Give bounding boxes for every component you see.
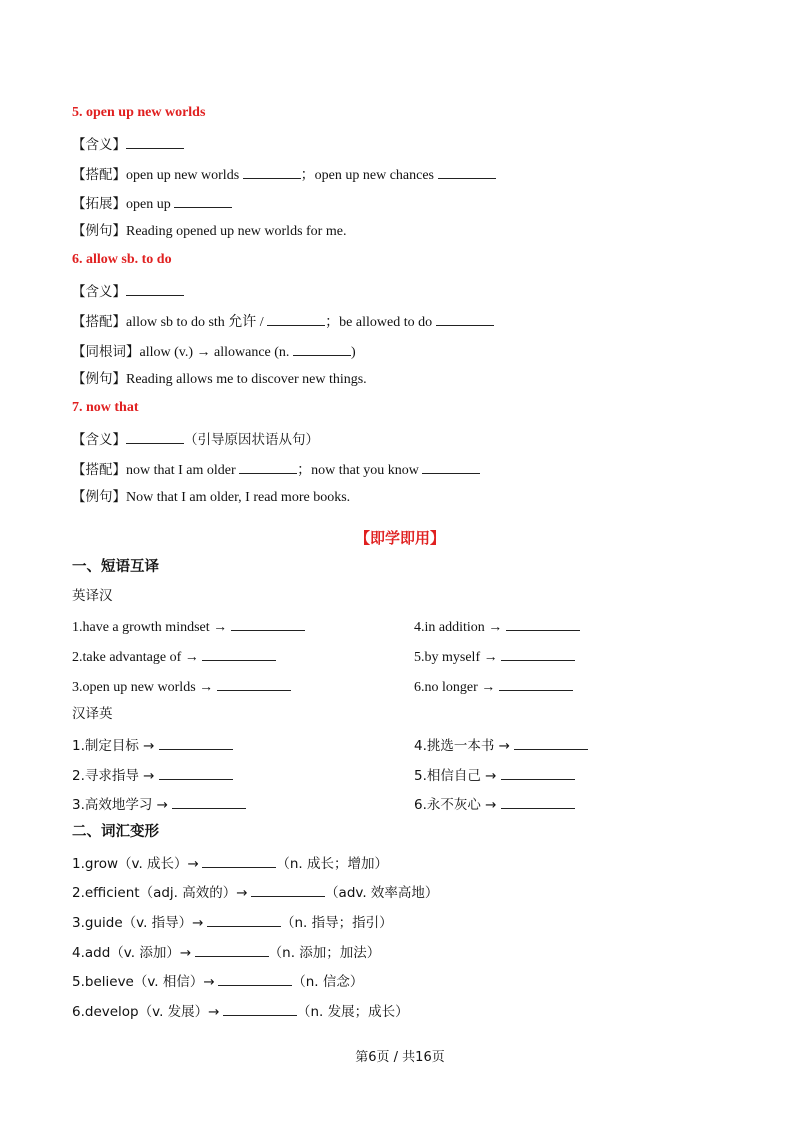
phrase-text: 5.相信自己 → [414,768,497,784]
example-text: Reading opened up new worlds for me. [126,224,347,239]
word-form-hint: （adv. 效率高地） [325,885,439,901]
vocab-heading-5: 5. open up new worlds [72,105,206,120]
meaning-label: 【含义】 [72,284,126,300]
word-form-item [72,912,393,933]
meaning-label: 【含义】 [72,432,126,448]
collocation-label: 【搭配】 [72,314,126,330]
cognate-text: allow (v.) → allowance (n. [139,345,290,360]
word-form-prompt: 5.believe（v. 相信）→ [72,974,215,990]
answer-blank[interactable] [202,646,276,661]
vocab5-example-row [72,222,346,241]
phrase-text: 6.永不灰心 → [414,797,497,813]
vocab5-extension-row [72,193,232,214]
vocab-heading-6: 6. allow sb. to do [72,252,172,267]
word-form-item [72,942,380,963]
answer-blank[interactable] [195,942,269,957]
vocab6-meaning-row [72,281,184,302]
word-form-prompt: 1.grow（v. 成长）→ [72,856,199,872]
phrase-text: 4.挑选一本书 → [414,738,510,754]
answer-blank[interactable] [207,912,281,927]
phrase-item [72,765,233,785]
answer-blank[interactable] [126,281,184,296]
answer-blank[interactable] [126,429,184,444]
vocab7-collocation-row [72,459,480,480]
example-label: 【例句】 [72,489,126,505]
collocation-text: allow sb to do sth 允许 / [126,315,264,330]
answer-blank[interactable] [422,459,480,474]
phrase-text: 6.no longer → [414,680,496,695]
answer-blank[interactable] [239,459,297,474]
answer-blank[interactable] [218,971,292,986]
collocation-text: open up new worlds [126,168,240,183]
word-form-item [72,971,363,992]
phrase-item [414,735,588,755]
phrase-item [414,676,573,697]
example-label: 【例句】 [72,223,126,239]
answer-blank[interactable] [501,765,575,780]
answer-blank[interactable] [514,735,588,750]
word-form-prompt: 3.guide（v. 指导）→ [72,915,204,931]
answer-blank[interactable] [243,164,301,179]
phrase-item [414,646,575,667]
cognate-end: ) [350,345,356,360]
collocation-text-2: ；be allowed to do [325,315,433,330]
answer-blank[interactable] [501,794,575,809]
phrase-text: 2.寻求指导 → [72,768,155,784]
phrase-text: 3.open up new worlds → [72,680,214,695]
phrase-item [414,765,575,785]
word-form-prompt: 2.efficient（adj. 高效的）→ [72,885,248,901]
example-text: Now that I am older, I read more books. [126,490,351,505]
example-text: Reading allows me to discover new things. [126,372,367,387]
answer-blank[interactable] [231,616,305,631]
cognate-label: 【同根词】 [72,344,140,360]
answer-blank[interactable] [202,853,276,868]
phrase-text: 2.take advantage of → [72,650,199,665]
extension-label: 【拓展】 [72,196,126,212]
word-form-hint: （n. 成长；增加） [276,856,388,872]
phrase-item [414,616,580,637]
answer-blank[interactable] [293,341,351,356]
answer-blank[interactable] [436,311,494,326]
vocab6-example-row [72,370,367,389]
meaning-note: （引导原因状语从句） [184,432,319,448]
collocation-label: 【搭配】 [72,462,126,478]
word-form-item [72,853,388,874]
answer-blank[interactable] [223,1001,297,1016]
word-form-hint: （n. 信念） [292,974,364,990]
part2-title: 二、词汇变形 [72,824,159,840]
collocation-label: 【搭配】 [72,167,126,183]
vocab6-collocation-row [72,311,494,332]
word-form-hint: （n. 发展；成长） [296,1004,409,1020]
word-form-prompt: 4.add（v. 添加）→ [72,945,192,961]
collocation-text-2: ；now that you know [297,463,419,478]
vocab-heading-7: 7. now that [72,400,139,415]
answer-blank[interactable] [159,735,233,750]
example-label: 【例句】 [72,371,126,387]
phrase-text: 5.by myself → [414,650,498,665]
answer-blank[interactable] [251,882,325,897]
vocab6-cognate-row [72,341,356,362]
answer-blank[interactable] [438,164,496,179]
phrase-text: 1.have a growth mindset → [72,620,228,635]
answer-blank[interactable] [267,311,325,326]
phrase-item [72,794,246,814]
word-form-hint: （n. 添加；加法） [268,945,381,961]
extension-text: open up [126,197,171,212]
answer-blank[interactable] [217,676,291,691]
cn2en-label: 汉译英 [72,706,113,722]
section-title: 【即学即用】 [354,529,445,547]
collocation-text: now that I am older [126,463,236,478]
vocab7-example-row [72,488,350,507]
phrase-item [414,794,575,814]
en2cn-label: 英译汉 [72,588,113,604]
part1-title: 一、短语互译 [72,559,159,575]
phrase-text: 3.高效地学习 → [72,797,168,813]
vocab5-meaning-row [72,134,184,155]
phrase-item [72,646,276,667]
phrase-text: 4.in addition → [414,620,503,635]
phrase-item [72,735,233,755]
meaning-label: 【含义】 [72,137,126,153]
answer-blank[interactable] [506,616,580,631]
word-form-item [72,882,438,903]
answer-blank[interactable] [159,765,233,780]
answer-blank[interactable] [499,676,573,691]
page-number: 第6页 / 共16页 [355,1050,445,1065]
vocab5-collocation-row [72,164,496,185]
answer-blank[interactable] [174,193,232,208]
word-form-item [72,1001,409,1022]
collocation-text-2: ；open up new chances [300,168,434,183]
phrase-text: 1.制定目标 → [72,738,155,754]
vocab7-meaning-row [72,429,319,450]
phrase-item [72,616,305,637]
word-form-prompt: 6.develop（v. 发展）→ [72,1004,220,1020]
phrase-item [72,676,291,697]
answer-blank[interactable] [501,646,575,661]
word-form-hint: （n. 指导；指引） [280,915,393,931]
answer-blank[interactable] [172,794,246,809]
answer-blank[interactable] [126,134,184,149]
